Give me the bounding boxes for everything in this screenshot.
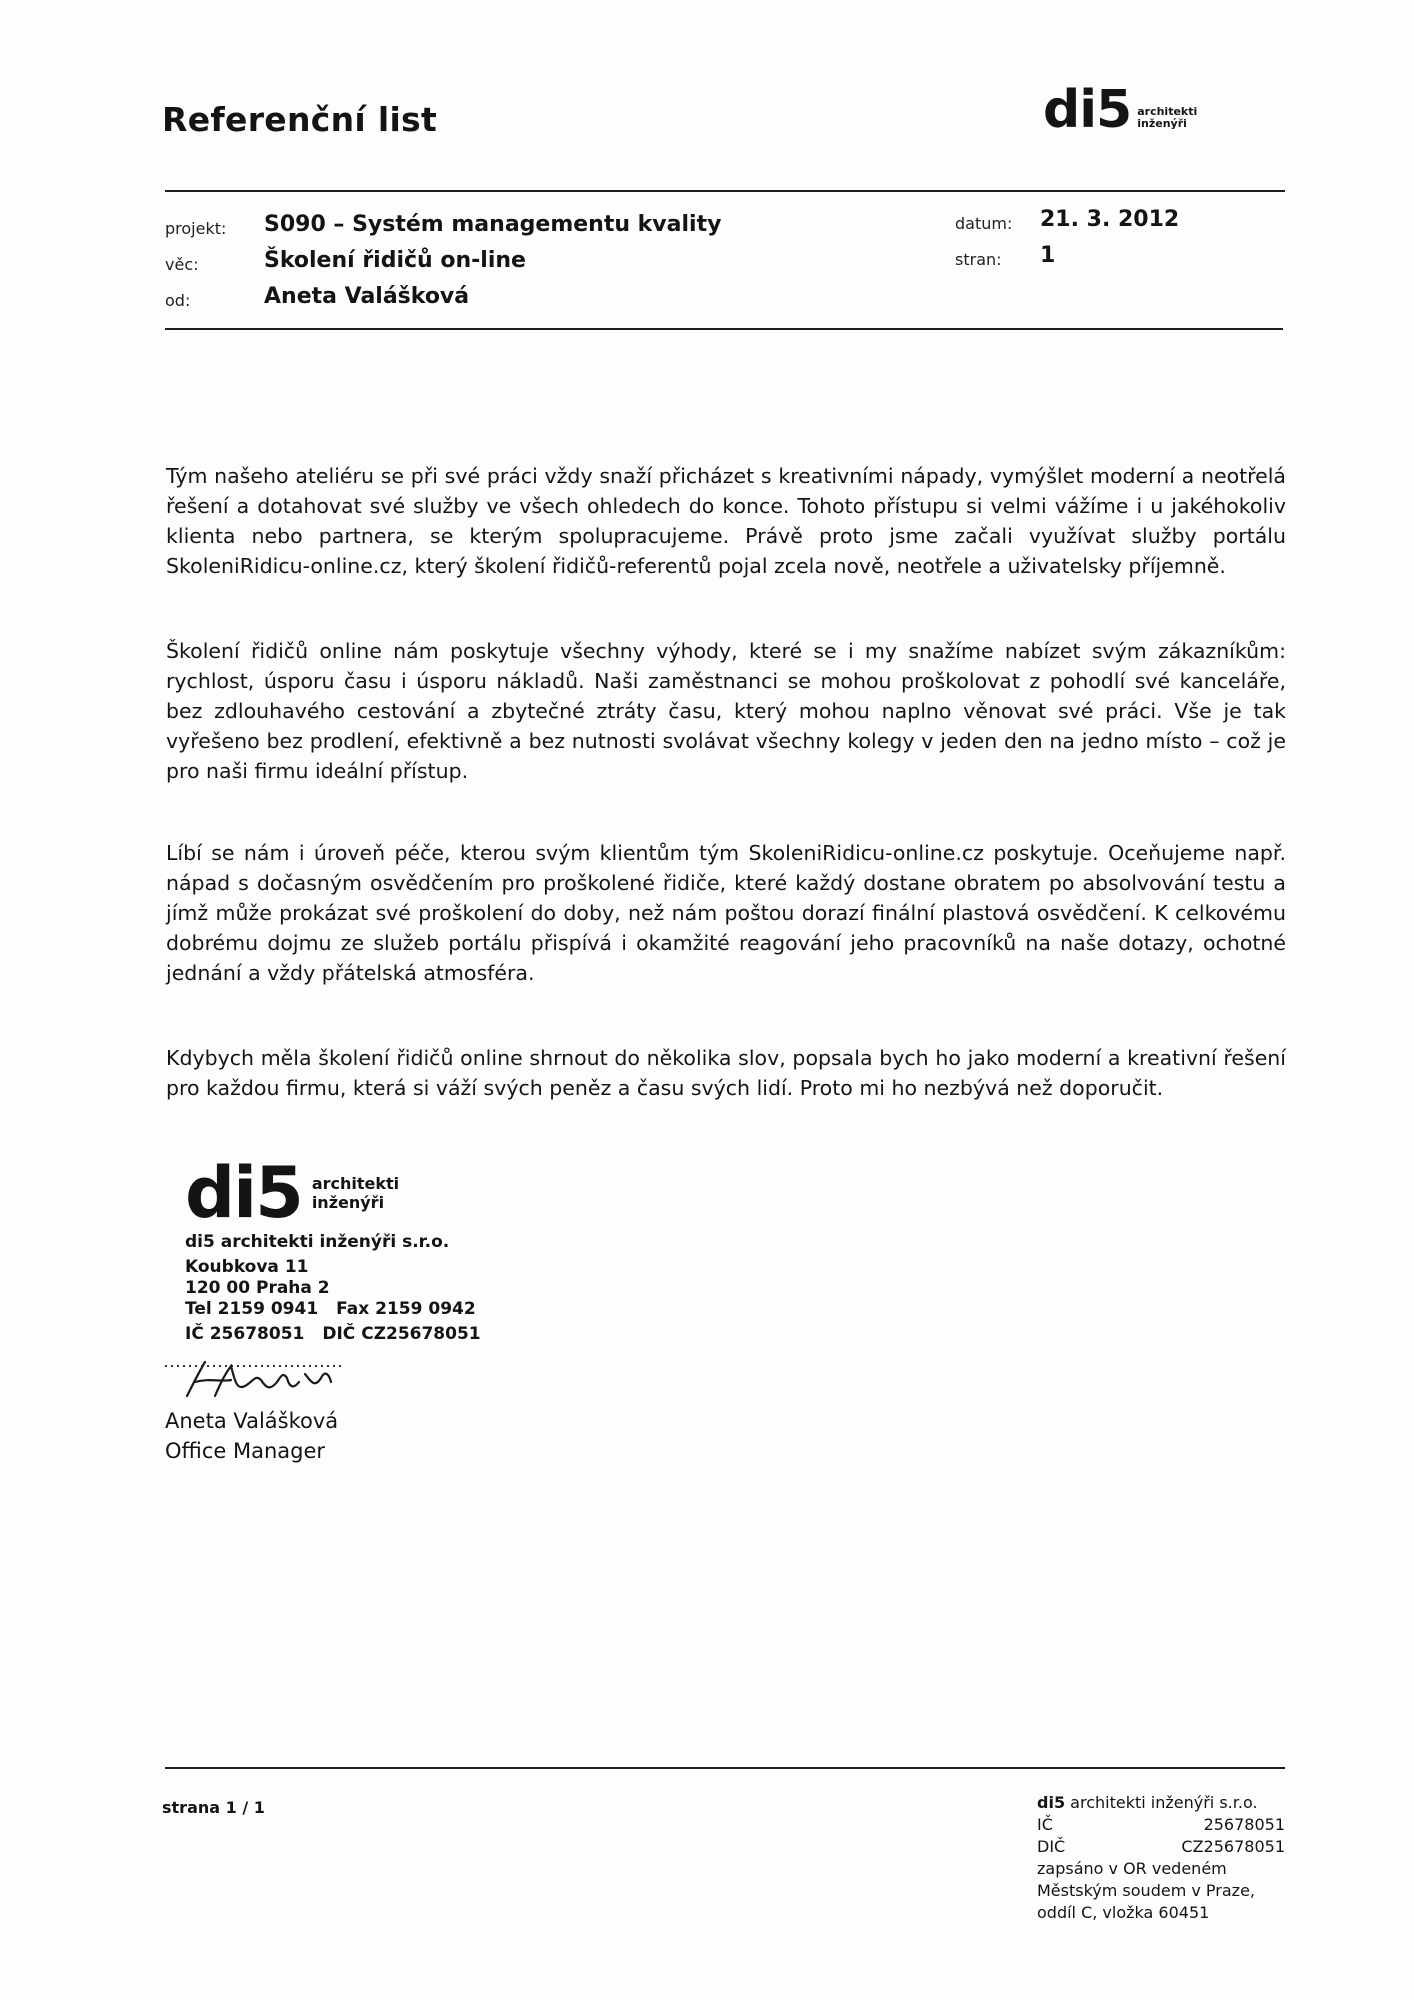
document-title: Referenční list bbox=[162, 100, 438, 139]
footer-dic-label: DIČ bbox=[1037, 1837, 1066, 1856]
footer-rule bbox=[165, 1767, 1285, 1769]
header-rule-bottom bbox=[165, 328, 1283, 330]
stamp-ids-row bbox=[185, 1324, 485, 1345]
subject-label: věc: bbox=[165, 255, 199, 274]
stamp-fax: Fax 2159 0942 bbox=[336, 1299, 476, 1319]
logo-line-2: inženýři bbox=[1137, 117, 1187, 130]
from-value: Aneta Valášková bbox=[264, 284, 470, 309]
footer-company-info bbox=[1037, 1792, 1285, 1924]
footer-registration-2: Městským soudem v Praze, bbox=[1037, 1881, 1255, 1900]
body-paragraph-3: Líbí se nám i úroveň péče, kterou svým klientům tým SkoleniRidicu-online.cz poskytuje. Oceňujeme např. nápad s dočasným osvědčením pro proškolené řidiče, které každý dostane obratem po absolvování testu a jímž může prokázat své proškolení do doby, než nám poštou dorazí finální plastová osvědčení. K celkovému dobrému dojmu ze služeb portálu přispívá i okamžité reagování jeho pracovníků na naše dotazy, ochotné jednání a vždy přátelská atmosféra. bbox=[166, 841, 1286, 985]
stamp-logo bbox=[185, 1152, 485, 1234]
project-value: S090 – Systém managementu kvality bbox=[264, 212, 722, 237]
company-stamp bbox=[185, 1152, 485, 1345]
handwritten-signature bbox=[165, 1352, 355, 1408]
company-logo bbox=[1043, 80, 1198, 140]
body-paragraph-1: Tým našeho ateliéru se při své práci vždy snaží přicházet s kreativními nápady, vymýšlet moderní a neotřelá řešení a dotahovat své služby ve všech ohledech do konce. Tohoto přístupu si velmi vážíme i u jakéhokoliv klienta nebo partnera, se kterým spolupracujeme. Právě proto jsme začali využívat služby portálu SkoleniRidicu-online.cz, který školení řidičů-referentů pojal zcela nově, neotřele a uživatelsky příjemně. bbox=[166, 464, 1286, 578]
page-number: strana 1 / 1 bbox=[162, 1798, 265, 1817]
stamp-logo-mark: di5 bbox=[185, 1152, 302, 1234]
signatory bbox=[165, 1406, 338, 1466]
stamp-city: 120 00 Praha 2 bbox=[185, 1278, 330, 1298]
pages-value: 1 bbox=[1040, 243, 1056, 268]
body-paragraph-4: Kdybych měla školení řidičů online shrnout do několika slov, popsala bych ho jako moderní a kreativní řešení pro každou firmu, která si váží svých peněz a času svých lidí. Proto mi ho nezbývá než doporučit. bbox=[166, 1046, 1286, 1100]
date-value: 21. 3. 2012 bbox=[1040, 207, 1180, 232]
footer-ic-row bbox=[1037, 1814, 1285, 1836]
footer-registration-1: zapsáno v OR vedeném bbox=[1037, 1859, 1227, 1878]
stamp-dic: DIČ CZ25678051 bbox=[322, 1324, 481, 1344]
signatory-name: Aneta Valášková bbox=[165, 1409, 339, 1433]
stamp-sub-2: inženýři bbox=[311, 1193, 385, 1212]
footer-dic-row bbox=[1037, 1836, 1285, 1858]
footer-company bbox=[1037, 1792, 1285, 1814]
from-label: od: bbox=[165, 291, 191, 310]
signatory-role: Office Manager bbox=[165, 1439, 326, 1463]
header-rule-top bbox=[165, 190, 1285, 192]
stamp-tel: Tel 2159 0941 bbox=[185, 1299, 319, 1319]
logo-subtitle bbox=[1137, 106, 1197, 130]
footer-dic-value: CZ25678051 bbox=[1181, 1837, 1285, 1856]
date-label: datum: bbox=[955, 214, 1013, 233]
pages-label: stran: bbox=[955, 250, 1002, 269]
stamp-phone-row bbox=[185, 1299, 485, 1320]
body-paragraph-2: Školení řidičů online nám poskytuje všechny výhody, které se i my snažíme nabízet svým zákazníkům: rychlost, úsporu času i úsporu nákladů. Naši zaměstnanci se mohou proškolovat z pohodlí své kanceláře, bez zdlouhavého cestování a zbytečné ztráty času, který mohou naplno věnovat své práci. Vše je tak vyřešeno bez prodlení, efektivně a bez nutnosti svolávat všechny kolegy v jeden den na jedno místo – což je pro naši firmu ideální přístup. bbox=[166, 639, 1286, 783]
logo-line-1: architekti bbox=[1137, 105, 1198, 118]
stamp-sub-1: architekti bbox=[311, 1174, 400, 1193]
footer-ic-label: IČ bbox=[1037, 1815, 1053, 1834]
footer-company-bold: di5 bbox=[1037, 1793, 1066, 1812]
footer-registration-3: oddíl C, vložka 60451 bbox=[1037, 1903, 1210, 1922]
stamp-logo-subtitle bbox=[312, 1174, 399, 1212]
footer-company-rest: architekti inženýři s.r.o. bbox=[1070, 1793, 1258, 1812]
stamp-company: di5 architekti inženýři s.r.o. bbox=[185, 1232, 450, 1252]
logo-mark: di5 bbox=[1043, 80, 1132, 140]
subject-value: Školení řidičů on-line bbox=[264, 248, 526, 273]
footer-ic-value: 25678051 bbox=[1203, 1815, 1285, 1834]
stamp-street: Koubkova 11 bbox=[185, 1257, 309, 1277]
stamp-ic: IČ 25678051 bbox=[185, 1324, 305, 1344]
project-label: projekt: bbox=[165, 219, 227, 238]
